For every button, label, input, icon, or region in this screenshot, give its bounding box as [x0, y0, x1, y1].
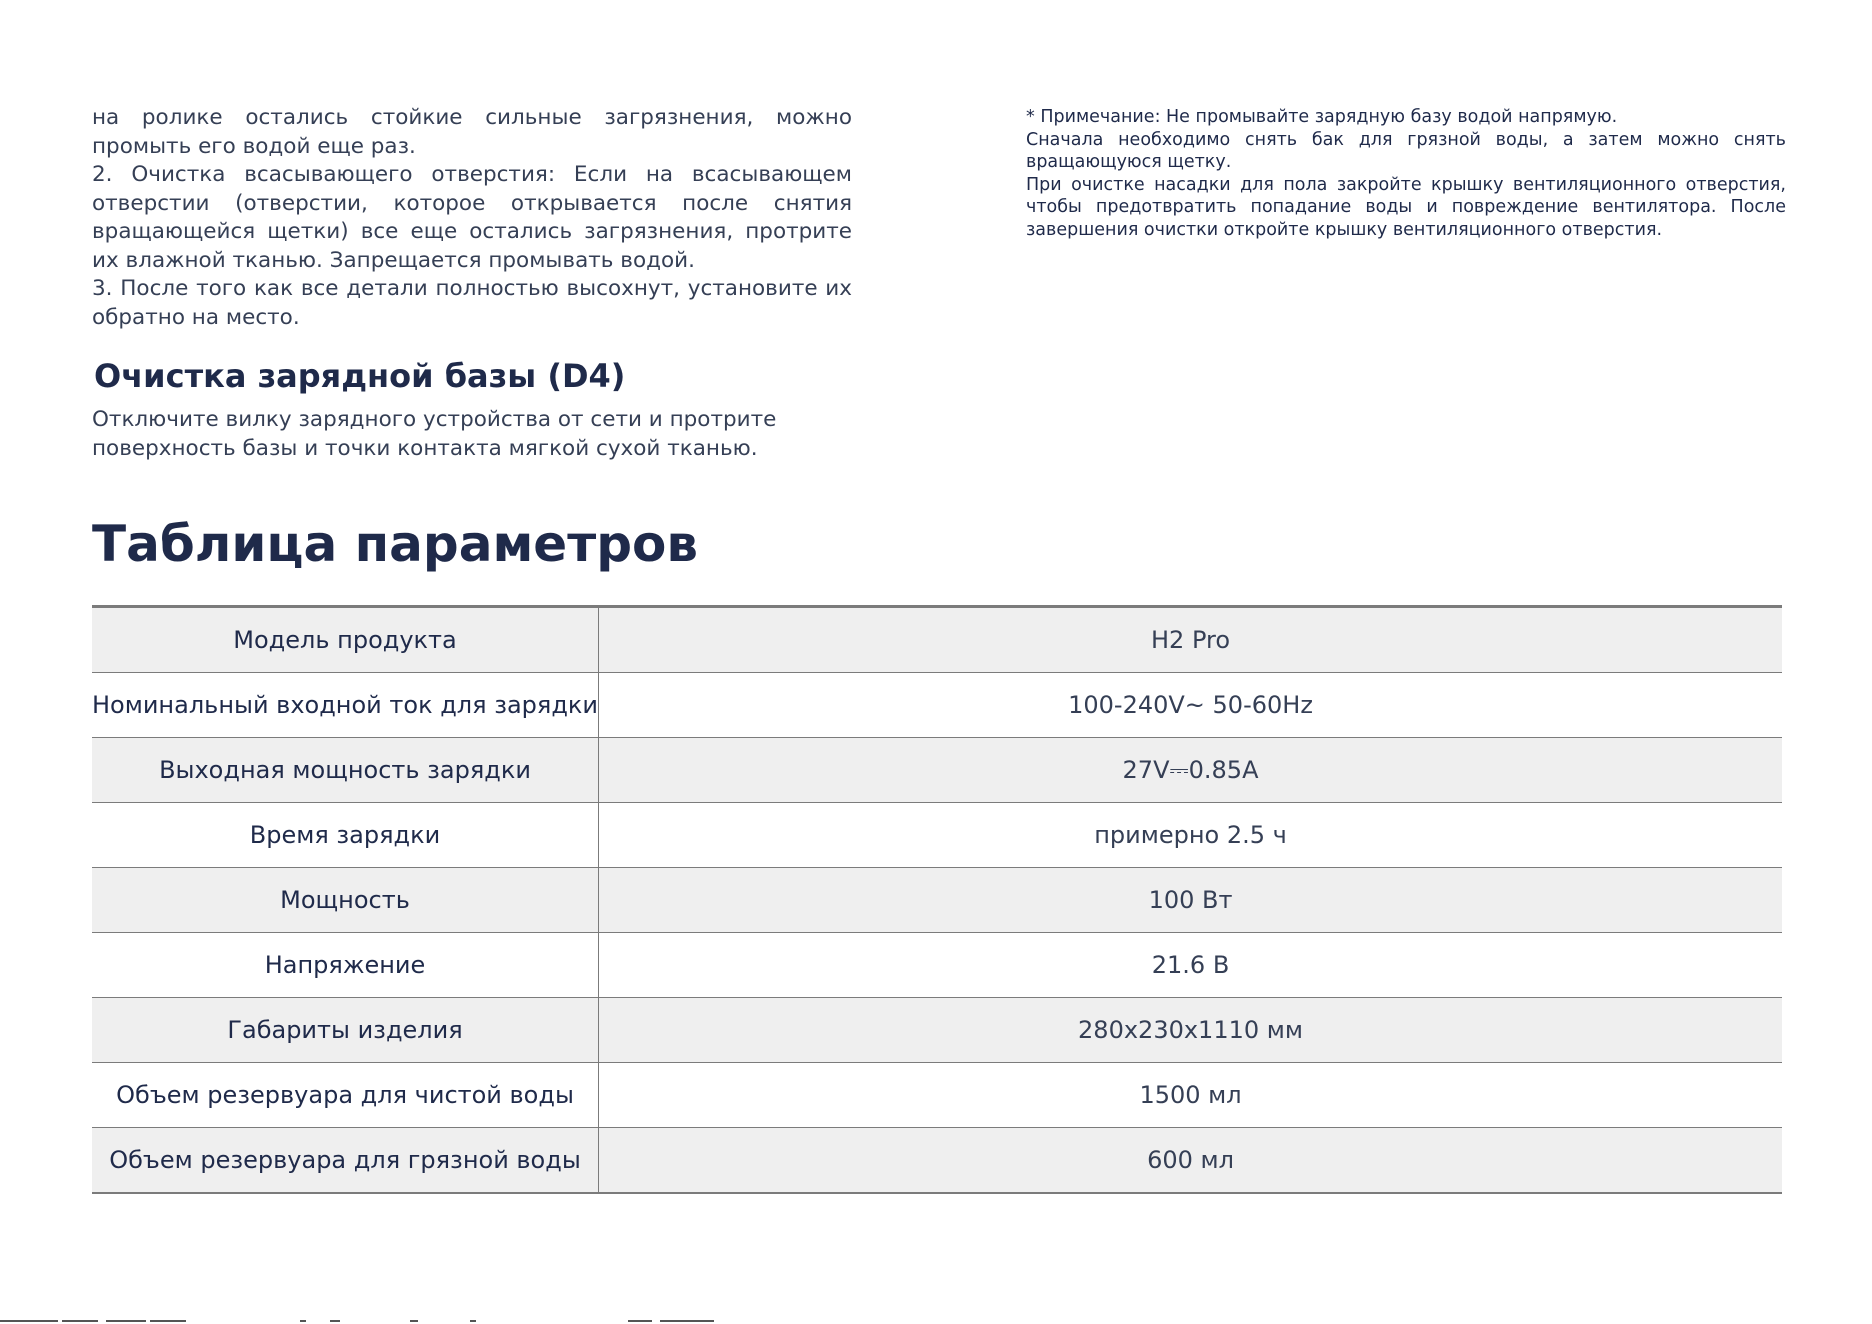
- spec-value: примерно 2.5 ч: [599, 803, 1782, 868]
- spec-label: Объем резервуара для грязной воды: [92, 1128, 599, 1194]
- charging-base-text-line-1: Отключите вилку зарядного устройства от сети и протрите: [92, 407, 777, 432]
- table-row: [92, 673, 1782, 738]
- spec-value: 280x230x1110 мм: [599, 998, 1782, 1063]
- note-vent-cover: При очистке насадки для пола закройте крышку вентиляционного отверстия, чтобы предотвратить попадание воды и повреждение вентилятора. После завершения очистки откройте крышку вентиляционного отверстия.: [1026, 174, 1786, 240]
- note-remove-tank: Сначала необходимо снять бак для грязной воды, а затем можно снять вращающуюся щетку.: [1026, 129, 1786, 172]
- spec-value: 1500 мл: [599, 1063, 1782, 1128]
- table-row: [92, 1128, 1782, 1194]
- table-row: [92, 1063, 1782, 1128]
- spec-label: Номинальный входной ток для зарядки: [92, 673, 599, 738]
- spec-label: Габариты изделия: [92, 998, 599, 1063]
- right-column: [1026, 106, 1786, 241]
- charging-base-heading: Очистка зарядной базы (D4): [94, 357, 626, 395]
- table-row: [92, 933, 1782, 998]
- charging-base-text-line-2: поверхность базы и точки контакта мягкой сухой тканью.: [92, 435, 758, 461]
- spec-value: 600 мл: [599, 1128, 1782, 1194]
- page-edge-artifact: [0, 1320, 720, 1324]
- table-row: [92, 868, 1782, 933]
- left-column: [92, 104, 852, 463]
- spec-label: Мощность: [92, 868, 599, 933]
- spec-label: Напряжение: [92, 933, 599, 998]
- roller-cleaning-paragraph: на ролике остались стойкие сильные загрязнения, можно промыть его водой еще раз.: [92, 105, 852, 159]
- table-row: [92, 738, 1782, 803]
- table-row: [92, 803, 1782, 868]
- spec-value: 100 Вт: [599, 868, 1782, 933]
- spec-label: Время зарядки: [92, 803, 599, 868]
- suction-port-cleaning-paragraph: 2. Очистка всасывающего отверстия: Если на всасывающем отверстии (отверстии, которое открывается после снятия вращающейся щетки) все еще остались загрязнения, протрите их влажной тканью. Запрещается промывать водой.: [92, 162, 852, 273]
- spec-label: Объем резервуара для чистой воды: [92, 1063, 599, 1128]
- spec-value: 21.6 В: [599, 933, 1782, 998]
- spec-label: Выходная мощность зарядки: [92, 738, 599, 803]
- table-row: [92, 998, 1782, 1063]
- note-no-rinse: * Примечание: Не промывайте зарядную базу водой напрямую.: [1026, 107, 1618, 127]
- spec-value: H2 Pro: [599, 607, 1782, 673]
- spec-table-title: Таблица параметров: [92, 515, 698, 573]
- reinstall-paragraph: 3. После того как все детали полностью высохнут, установите их обратно на место.: [92, 276, 852, 330]
- spec-value: 27V⎓0.85A: [599, 738, 1782, 803]
- spec-value: 100-240V~ 50-60Hz: [599, 673, 1782, 738]
- spec-table: [92, 605, 1782, 1194]
- table-row: [92, 607, 1782, 673]
- spec-label: Модель продукта: [92, 607, 599, 673]
